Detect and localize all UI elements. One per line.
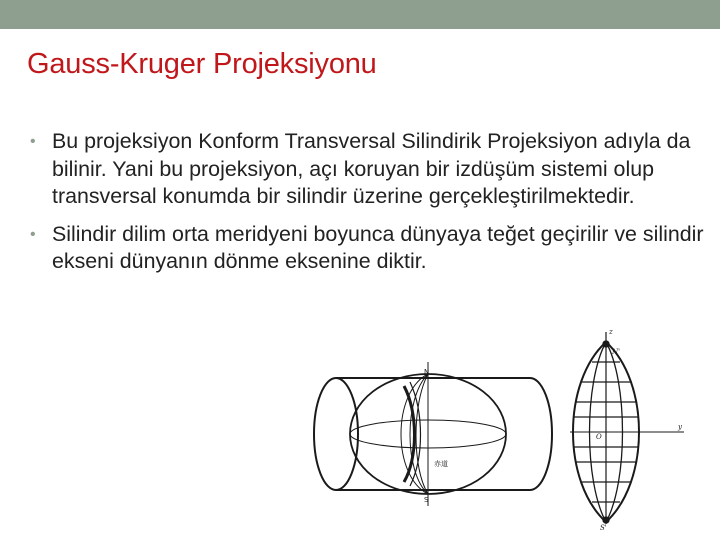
cylinder-label-top: N: [424, 368, 430, 376]
cylinder-illustration: [314, 362, 552, 506]
cylinder-left-end: [314, 378, 358, 490]
gore-label-south: S': [600, 524, 607, 532]
bullet-list: [30, 128, 710, 286]
bullet-marker: •: [30, 225, 36, 243]
globe-meridian-center: [416, 374, 428, 494]
cylinder-right-end: [530, 378, 552, 490]
bullet-text: Silindir dilim orta meridyeni boyunca dünyaya teğet geçirilir ve silindir ekseni dünyanın dönme eksenine diktir.: [52, 221, 704, 273]
gore-label-origin: O: [596, 433, 602, 441]
bullet-item: [30, 221, 710, 276]
tangent-meridian: [404, 386, 415, 482]
gore-label-north: N': [612, 348, 621, 356]
gore-north-point: [603, 341, 609, 347]
gore-label-top: z: [609, 328, 613, 336]
cylinder-label-equator: 赤道: [434, 460, 448, 468]
bullet-text: Bu projeksiyon Konform Transversal Silindirik Projeksiyon adıyla da bilinir. Yani bu projeksiyon, açı koruyan bir izdüşüm sistemi olup transversal konumda bir silindir üzerine gerçekleştirilmektedir.: [52, 129, 691, 208]
slide-title: Gauss-Kruger Projeksiyonu: [27, 48, 377, 80]
bullet-item: [30, 128, 710, 211]
top-bar: [0, 0, 720, 29]
bullet-marker: •: [30, 133, 36, 150]
gore-label-east: y: [678, 423, 682, 431]
gore-illustration: [570, 332, 684, 524]
projection-figure: [300, 322, 700, 532]
cylinder-label-bottom: S: [424, 496, 429, 504]
projection-diagram: [300, 322, 700, 532]
globe-meridian-mid: [410, 374, 428, 494]
gore-south-point: [603, 517, 609, 523]
